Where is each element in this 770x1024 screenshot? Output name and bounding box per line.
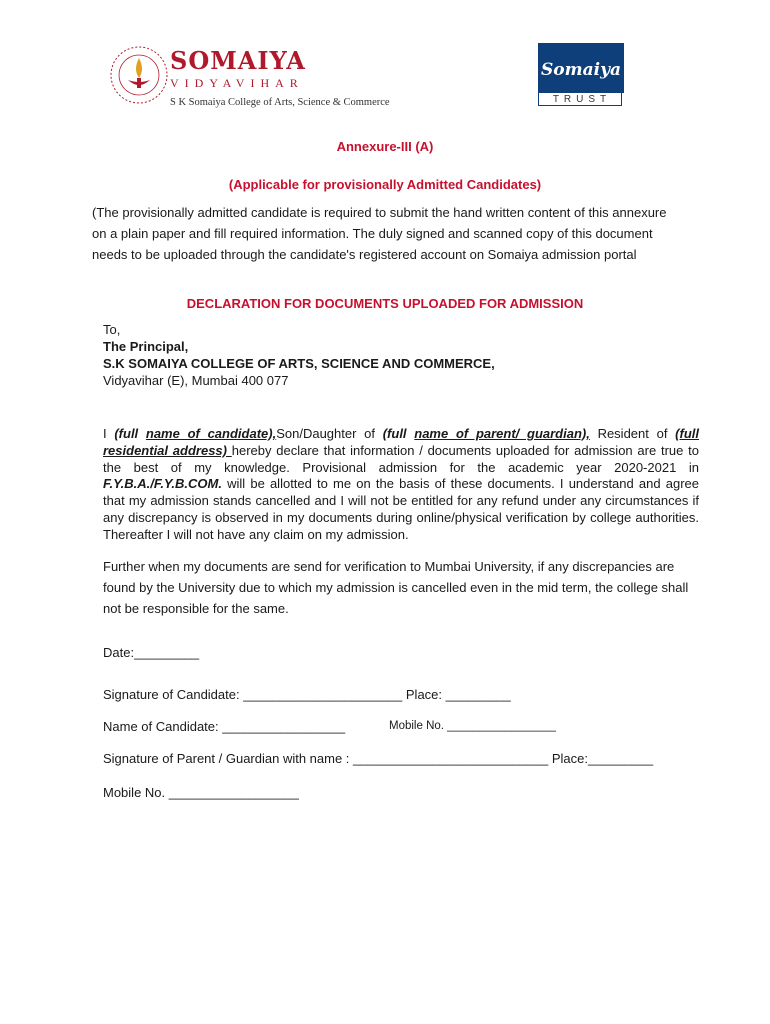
address-principal: The Principal, [103, 339, 189, 354]
resident-text: Resident of [589, 426, 676, 441]
brand-subtitle: VIDYAVIHAR [170, 76, 304, 90]
trust-logo-panel [538, 43, 624, 93]
college-line: S K Somaiya College of Arts, Science & Commerce [170, 97, 390, 108]
candidate-name-field[interactable]: Name of Candidate: _________________ [103, 719, 346, 734]
page-title: Annexure-III (A) [336, 139, 434, 154]
parent-mobile-field[interactable]: Mobile No. __________________ [103, 785, 299, 800]
declaration-body-1: hereby declare that information / documents uploaded for admission are true to the best of my knowledge. Provisional admission for the academic year 2020-2021 in [103, 442, 699, 475]
page-subtitle: (Applicable for provisionally Admitted Candidates) [228, 177, 542, 192]
name-placeholder: name of candidate), [145, 426, 277, 441]
candidate-signature-field[interactable]: Signature of Candidate: ______________________ Place: _________ [103, 687, 511, 702]
name-placeholder-open: (full [114, 426, 146, 441]
address-location: Vidyavihar (E), Mumbai 400 077 [103, 373, 289, 388]
address-college: S.K SOMAIYA COLLEGE OF ARTS, SCIENCE AND COMMERCE, [103, 356, 495, 371]
course-name: F.Y.B.A./F.Y.B.COM. [103, 476, 222, 492]
declaration-heading: DECLARATION FOR DOCUMENTS UPLOADED FOR ADMISSION [186, 296, 584, 311]
address-placeholder: residential address) [103, 442, 232, 458]
trust-mark-text: Somaiya [541, 60, 621, 80]
brand-name: SOMAIYA [170, 46, 306, 75]
son-daughter-text: Son/Daughter of [276, 426, 383, 441]
address-block [103, 321, 495, 389]
somaiya-vidyavihar-logo [108, 44, 408, 110]
date-field[interactable]: Date:_________ [103, 645, 200, 660]
declaration-body-2: will be allotted to me on the basis of these documents. I understand and agree that my admission stands cancelled and I will not be entitled for any refund under any circumstances if any discrepancy is observed in my documents during online/physical verification by college authorities. Thereafter I will not have any claim on my admission. [103, 476, 699, 542]
candidate-mobile-field[interactable]: Mobile No. _________________ [389, 720, 556, 732]
trust-label: TRUST [538, 93, 622, 106]
somaiya-emblem-icon [108, 44, 170, 106]
trust-signature-icon [538, 43, 624, 93]
parent-placeholder: name of parent/ guardian), [414, 426, 590, 441]
parent-placeholder-open: (full [382, 426, 415, 441]
parent-signature-field[interactable]: Signature of Parent / Guardian with name : ___________________________ Place:_________ [103, 751, 654, 766]
address-to: To, [103, 322, 121, 337]
university-paragraph: Further when my documents are send for verification to Mumbai University, if any discrepancies are found by the University due to which my admission is cancelled even in the mid term, the college shall not be responsible for the same. [103, 559, 689, 616]
somaiya-trust-logo [538, 43, 624, 109]
para-i: I [103, 426, 115, 441]
declaration-paragraph [103, 426, 699, 544]
address-placeholder-open: (full [675, 426, 699, 441]
intro-paragraph: (The provisionally admitted candidate is required to submit the hand written content of this annexure on a plain paper and fill required information. The duly signed and scanned copy of this document needs to be uploaded through the candidate's registered account on Somaiya admission portal [92, 205, 667, 262]
